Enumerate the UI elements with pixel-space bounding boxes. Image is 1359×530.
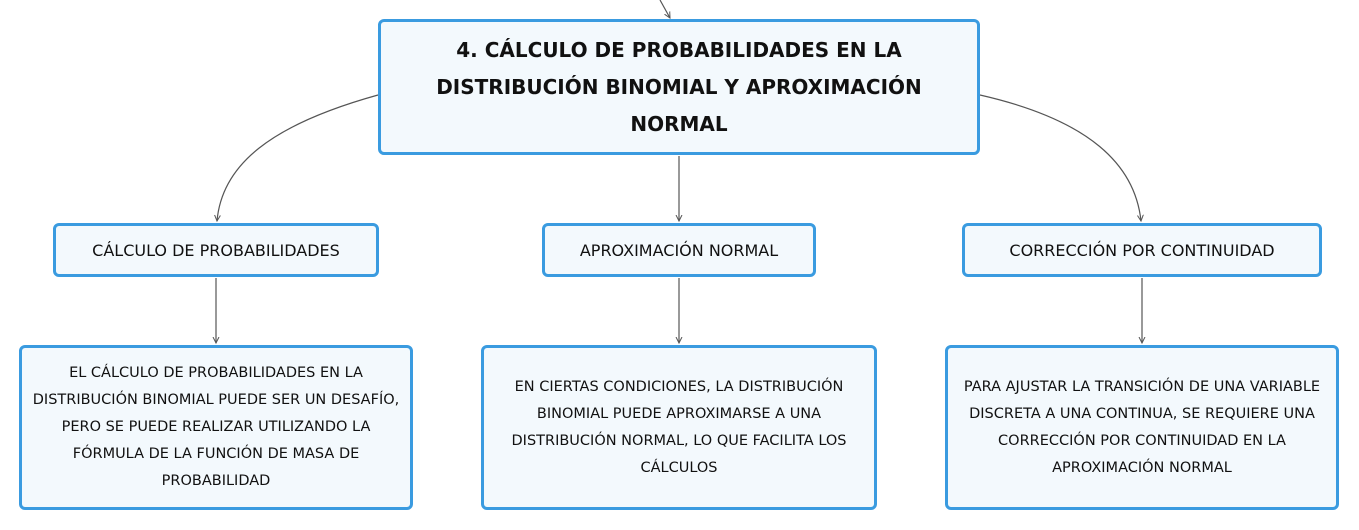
subtopic-label: CÁLCULO DE PROBABILIDADES: [92, 240, 340, 260]
detail-aproximacion-normal[interactable]: [481, 345, 877, 510]
subtopic-label: APROXIMACIÓN NORMAL: [579, 240, 779, 260]
subtopic-correccion-por-continuidad[interactable]: [962, 223, 1322, 277]
detail-calculo-de-probabilidades[interactable]: [19, 345, 413, 510]
root-topic-title: 4. CÁLCULO DE PROBABILIDADES EN LA DISTRIBUCIÓN BINOMIAL Y APROXIMACIÓN NORMAL: [436, 37, 922, 136]
detail-text: EL CÁLCULO DE PROBABILIDADES EN LA DISTRIBUCIÓN BINOMIAL PUEDE SER UN DESAFÍO, PERO SE PUEDE REALIZAR UTILIZANDO LA FÓRMULA DE LA FUNCIÓN DE MASA DE PROBABILIDAD: [32, 365, 400, 489]
detail-text: PARA AJUSTAR LA TRANSICIÓN DE UNA VARIABLE DISCRETA A UNA CONTINUA, SE REQUIERE UNA CORRECCIÓN POR CONTINUIDAD EN LA APROXIMACIÓN NORMAL: [963, 378, 1321, 476]
detail-text: EN CIERTAS CONDICIONES, LA DISTRIBUCIÓN BINOMIAL PUEDE APROXIMARSE A UNA DISTRIBUCIÓN NORMAL, LO QUE FACILITA LOS CÁLCULOS: [511, 378, 847, 476]
subtopic-label: CORRECCIÓN POR CONTINUIDAD: [1009, 240, 1275, 260]
connector-root-to-correccion: [980, 95, 1141, 221]
connector-parent-to-root: [660, 0, 670, 18]
subtopic-calculo-de-probabilidades[interactable]: [53, 223, 379, 277]
connector-root-to-calculo: [217, 95, 378, 221]
detail-correccion-por-continuidad[interactable]: [945, 345, 1339, 510]
subtopic-aproximacion-normal[interactable]: [542, 223, 816, 277]
root-topic-node[interactable]: [378, 19, 980, 155]
